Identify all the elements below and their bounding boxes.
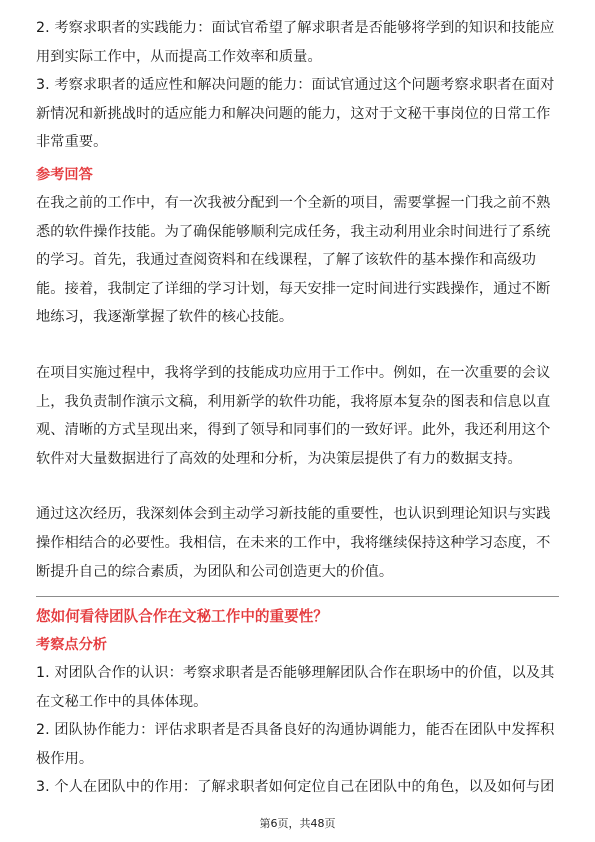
analysis-heading: 考察点分析 — [36, 637, 107, 654]
top-item-2: 2. 考察求职者的实践能力：面试官希望了解求职者是否能够将学到的知识和技能应用到实际工作中，从而提高工作效率和质量。 — [36, 20, 555, 65]
analysis-item-2: 2. 团队协作能力：评估求职者是否具备良好的沟通协调能力，能否在团队中发挥积极作用。 — [36, 722, 555, 767]
section-divider — [36, 596, 559, 597]
answer-heading: 参考回答 — [36, 166, 93, 183]
analysis-item-3: 3. 个人在团队中的作用：了解求职者如何定位自己在团队中的角色，以及如何与团 — [36, 779, 555, 796]
question-heading: 您如何看待团队合作在文秘工作中的重要性？ — [36, 608, 328, 626]
analysis-item-1: 1. 对团队合作的认识：考察求职者是否能够理解团队合作在职场中的价值，以及其在文秘工作中的具体体现。 — [36, 665, 555, 710]
answer-paragraph-2: 在项目实施过程中，我将学到的技能成功应用于工作中。例如，在一次重要的会议上，我负责制作演示文稿，利用新学的软件功能，我将原本复杂的图表和信息以直观、清晰的方式呈现出来，得到了领导和同事们的一致好评。此外，我还利用这个软件对大量数据进行了高效的处理和分析，为决策层提供了有力的数据支持。 — [36, 364, 551, 467]
document-page — [36, 14, 559, 802]
top-item-3: 3. 考察求职者的适应性和解决问题的能力：面试官通过这个问题考察求职者在面对新情况和新挑战时的适应能力和解决问题的能力，这对于文秘干事岗位的日常工作非常重要。 — [36, 77, 555, 151]
answer-paragraph-1: 在我之前的工作中，有一次我被分配到一个全新的项目，需要掌握一门我之前不熟悉的软件操作技能。为了确保能够顺利完成任务，我主动利用业余时间进行了系统的学习。首先，我通过查阅资料和在线课程，了解了该软件的基本操作和高级功能。接着，我制定了详细的学习计划，每天安排一定时间进行实践操作，通过不断地练习，我逐渐掌握了软件的核心技能。 — [36, 194, 551, 326]
answer-paragraph-3: 通过这次经历，我深刻体会到主动学习新技能的重要性，也认识到理论知识与实践操作相结合的必要性。我相信，在未来的工作中，我将继续保持这种学习态度，不断提升自己的综合素质，为团队和公司创造更大的价值。 — [36, 506, 551, 580]
page-footer: 第6页，共48页 — [259, 817, 336, 830]
